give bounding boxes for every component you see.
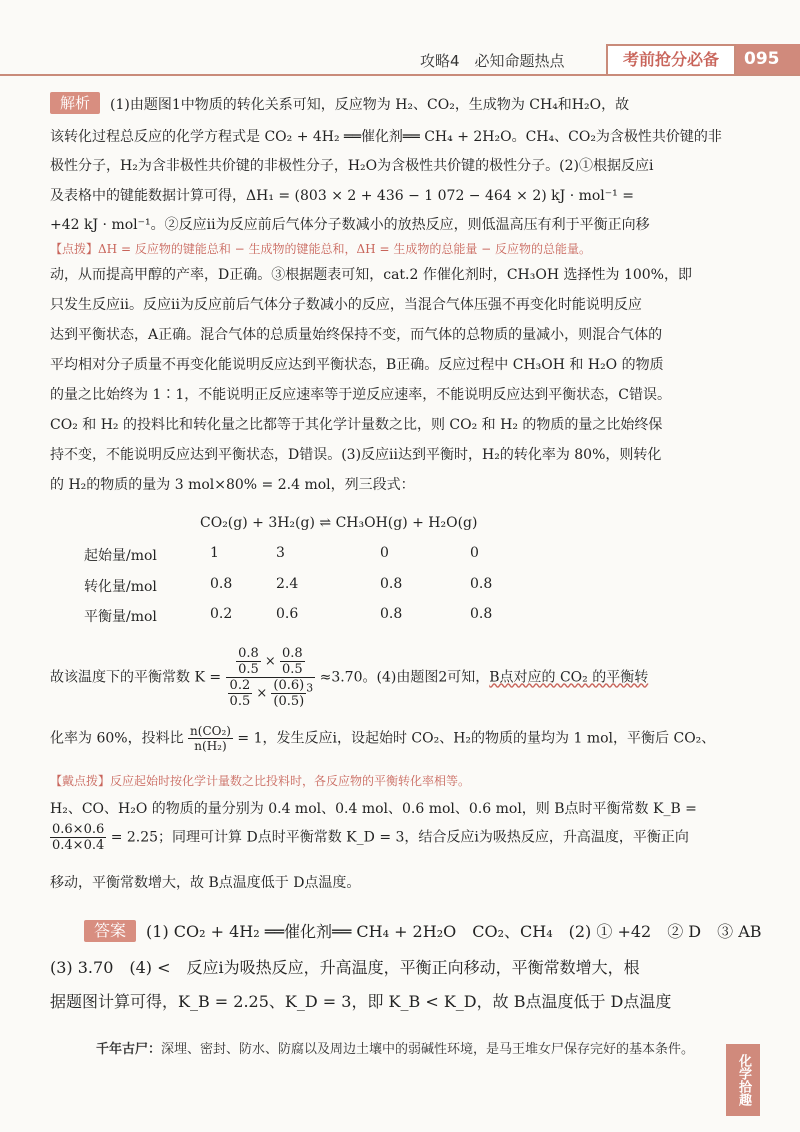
table-cell: 0 — [380, 545, 389, 561]
kb-text: = 2.25；同理可计算 D点时平衡常数 K_D = 3，结合反应ⅰ为吸热反应，升高温度，平衡正向 — [110, 829, 689, 846]
text-line: 移动，平衡常数增大，故 B点温度低于 D点温度。 — [50, 875, 361, 891]
header-tab: 考前抢分必备 — [606, 44, 736, 74]
reaction-equation: CO₂(g) + 3H₂(g) ⇌ CH₃OH(g) + H₂O(g) — [200, 515, 478, 531]
k-times: × — [256, 686, 268, 701]
text-line: 平均相对分子质量不再变化能说明反应达到平衡状态，B正确。反应过程中 CH₃OH 和 H₂O 的物质 — [50, 357, 664, 373]
kb-den: 0.4×0.4 — [52, 838, 105, 853]
text-line: 达到平衡状态，A正确。混合气体的总质量始终保持不变，而气体的总物质的量减小，则混合气体的 — [50, 327, 663, 343]
text-line: (1)由题图1中物质的转化关系可知，反应物为 H₂、CO₂，生成物为 CH₄和H₂O，故 — [110, 97, 630, 113]
ratio-text-a: 化率为 60%，投料比 — [50, 730, 184, 747]
answer-text: (1) CO₂ + 4H₂ ══催化剂══ CH₄ + 2H₂O CO₂、CH₄ (2) ① +42 ② D ③ AB — [146, 922, 762, 941]
text-line: +42 kJ · mol⁻¹。②反应ⅱ为反应前后气体分子数减小的放热反应，则低温高压有利于平衡正向移 — [50, 217, 650, 233]
k-num-b: 0.5 — [238, 662, 259, 677]
answer-line-1 — [84, 918, 764, 946]
analysis-badge: 解析 — [50, 92, 100, 114]
k-den-c: (0.6) — [273, 678, 305, 693]
text-line: 该转化过程总反应的化学方程式是 CO₂ + 4H₂ ══催化剂══ CH₄ + 2H₂O。CH₄、CO₂为含极性共价键的非 — [50, 129, 722, 145]
k-num-c: 0.8 — [281, 646, 303, 661]
k-num-d: 0.5 — [281, 662, 303, 677]
table-cell: 0.8 — [210, 576, 233, 592]
table-cell: 0.6 — [276, 606, 299, 622]
header-series: 攻略4 必知命题热点 — [420, 52, 565, 70]
table-cell: 0.8 — [470, 576, 493, 592]
table-row-label: 平衡量/mol — [84, 609, 157, 625]
k-den-d: (0.5) — [273, 694, 305, 709]
k-fraction — [226, 646, 316, 709]
k-num-a: 0.8 — [238, 646, 259, 661]
table-row-label: 起始量/mol — [84, 548, 157, 564]
footer-label: 千年古尸： — [96, 1042, 162, 1057]
text-line: 的 H₂的物质的量为 3 mol×80% = 2.4 mol，列三段式： — [50, 477, 415, 493]
answer-line-3: 据题图计算可得，K_B = 2.25、K_D = 3，即 K_B < K_D，故 B点温度低于 D点温度 — [50, 992, 672, 1011]
text-line: 只发生反应ⅱ。反应ⅱ为反应前后气体分子数减小的反应，当混合气体压强不再变化时能说明反应 — [50, 297, 642, 313]
table-row-label: 转化量/mol — [84, 579, 157, 595]
text-line: H₂、CO、H₂O 的物质的量分别为 0.4 mol、0.4 mol、0.6 mol、0.6 mol，则 B点时平衡常数 K_B = — [50, 801, 697, 817]
table-cell: 0 — [470, 545, 479, 561]
table-cell: 1 — [210, 545, 219, 561]
answer-line-2: (3) 3.70 (4) < 反应ⅰ为吸热反应，升高温度，平衡正向移动，平衡常数增大，根 — [50, 958, 640, 977]
kb-num: 0.6×0.6 — [52, 822, 105, 837]
kb-fraction — [50, 822, 106, 853]
k-den-a: 0.2 — [229, 678, 251, 693]
text-line: 极性分子，H₂为含非极性共价键的非极性分子，H₂O为含极性共价键的极性分子。(2)①根据反应ⅰ — [50, 158, 654, 174]
header-rule — [0, 74, 800, 76]
table-cell: 0.8 — [470, 606, 493, 622]
k-suffix-underlined: B点对应的 CO₂ 的平衡转 — [489, 669, 649, 686]
footer-tip — [96, 1040, 716, 1060]
table-cell: 2.4 — [276, 576, 299, 592]
k-suffix: ≈3.70。(4)由题图2可知， — [319, 669, 490, 686]
ratio-text-b: = 1，发生反应ⅰ，设起始时 CO₂、H₂的物质的量均为 1 mol，平衡后 CO₂、 — [237, 730, 716, 747]
page-number: 095 — [736, 44, 800, 74]
answer-badge: 答案 — [84, 920, 136, 942]
table-cell: 0.2 — [210, 606, 233, 622]
table-cell: 3 — [276, 545, 285, 561]
text-line: 的量之比始终为 1∶1，不能说明正反应速率等于逆反应速率，不能说明反应达到平衡状态，C错误。 — [50, 387, 671, 403]
side-tab: 化学拾趣 — [726, 1044, 760, 1116]
note-hint: 【戴点拨】反应起始时按化学计量数之比投料时，各反应物的平衡转化率相等。 — [50, 774, 471, 788]
equilibrium-constant-line — [50, 646, 648, 709]
table-cell: 0.8 — [380, 606, 403, 622]
k-den-b: 0.5 — [229, 694, 251, 709]
text-line: 持不变，不能说明反应达到平衡状态，D错误。(3)反应ⅱ达到平衡时，H₂的转化率为 80%，则转化 — [50, 447, 662, 463]
text-line: 动，从而提高甲醇的产率，D正确。③根据题表可知，cat.2 作催化剂时，CH₃OH 选择性为 100%，即 — [50, 267, 692, 283]
ratio-fraction — [188, 724, 233, 753]
ratio-line — [50, 724, 715, 753]
ratio-num: n(CO₂) — [190, 724, 231, 738]
note-hint: 【点拨】ΔH = 反应物的键能总和 − 生成物的键能总和，ΔH = 生成物的总能量 − 反应物的总能量。 — [50, 242, 591, 256]
k-times: × — [264, 654, 276, 669]
table-cell: 0.8 — [380, 576, 403, 592]
text-line: CO₂ 和 H₂ 的投料比和转化量之比都等于其化学计量数之比，则 CO₂ 和 H₂ 的物质的量之比始终保 — [50, 417, 663, 433]
text-line: 及表格中的键能数据计算可得，ΔH₁ = (803 × 2 + 436 − 1 072 − 464 × 2) kJ · mol⁻¹ = — [50, 188, 634, 204]
kb-line — [50, 822, 689, 853]
k-den-exp: 3 — [306, 681, 314, 695]
k-prefix: 故该温度下的平衡常数 K = — [50, 669, 222, 686]
ratio-den: n(H₂) — [194, 739, 227, 753]
footer-text: 深埋、密封、防水、防腐以及周边土壤中的弱碱性环境，是马王堆女尸保存完好的基本条件。 — [161, 1042, 695, 1057]
